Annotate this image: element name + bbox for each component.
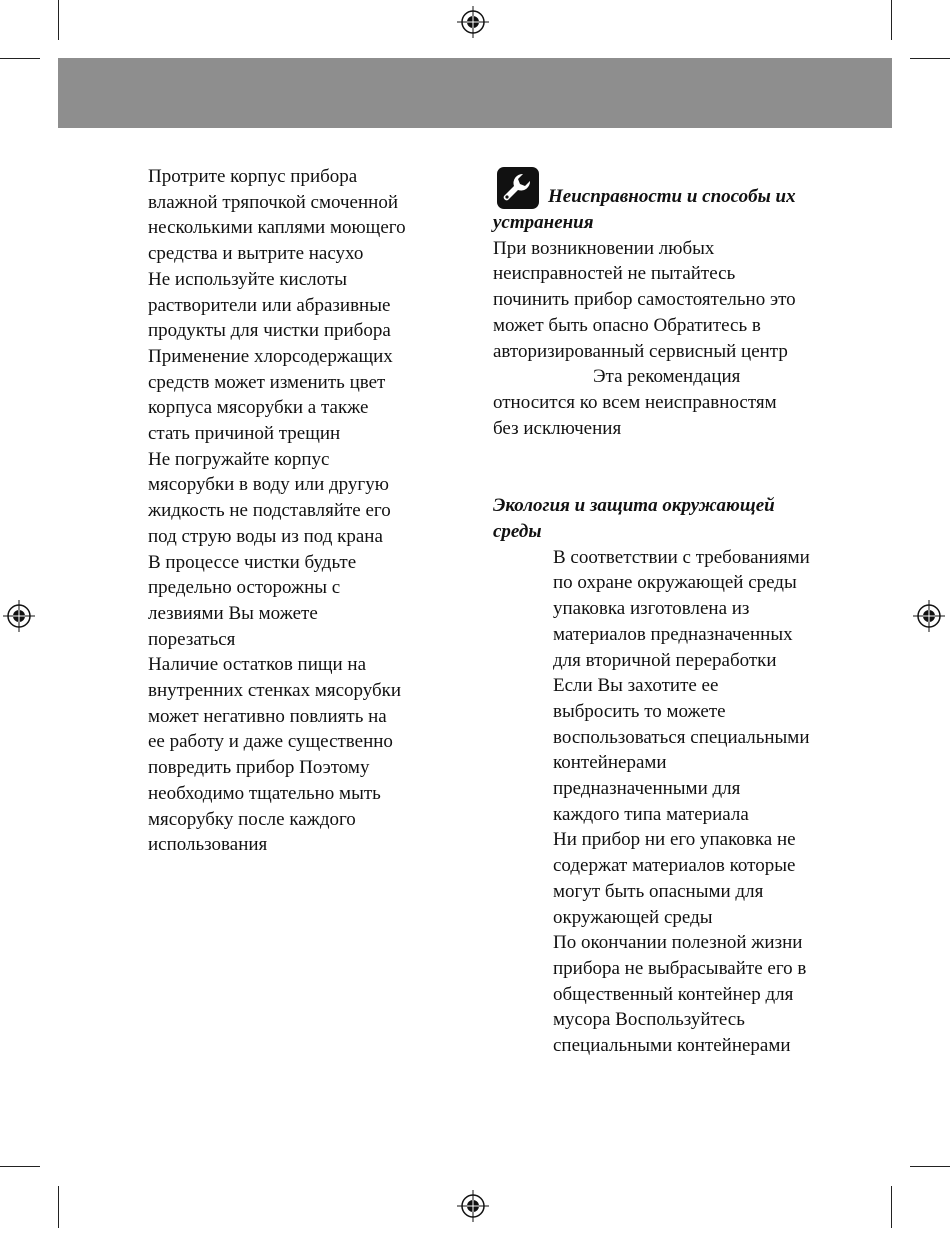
text-line: внутренних стенках мясорубки [148, 680, 402, 702]
registration-mark-bottom-icon [457, 1190, 489, 1222]
text-line: для вторичной переработки [553, 649, 777, 671]
crop-mark-top-left-v [58, 0, 59, 40]
text-line: По окончании полезной жизни [553, 932, 803, 954]
text-line: предельно осторожны с [148, 577, 341, 599]
text-line: Наличие остатков пищи на [148, 654, 367, 676]
text-line: упаковка изготовлена из [553, 598, 750, 620]
troubleshooting-section [493, 166, 868, 441]
cleaning-instructions [148, 164, 468, 858]
text-line: Применение хлорсодержащих [148, 345, 393, 367]
crop-mark-bottom-right-h [910, 1166, 950, 1167]
text-line: по охране окружающей среды [553, 572, 797, 594]
crop-mark-top-left-h [0, 58, 40, 59]
text-line: окружающей среды [553, 906, 713, 928]
text-line: предназначенными для [553, 778, 741, 800]
text-line: общественный контейнер для [553, 983, 794, 1005]
header-band [58, 58, 892, 128]
text-line: жидкость не подставляйте его [148, 500, 391, 522]
text-line: Не погружайте корпус [148, 448, 330, 470]
text-line: специальными контейнерами [553, 1035, 791, 1057]
text-line: относится ко всем неисправностям [493, 391, 777, 413]
text-line: починить прибор самостоятельно это [493, 289, 796, 311]
text-line: каждого типа материала [553, 803, 749, 825]
text-line: ее работу и даже существенно [148, 731, 393, 753]
text-line: содержат материалов которые [553, 855, 796, 877]
text-line: растворители или абразивные [148, 294, 391, 316]
text-line: средств может изменить цвет [148, 371, 386, 393]
text-line: контейнерами [553, 752, 667, 774]
troubleshooting-heading: Неисправности и способы их [548, 186, 796, 208]
crop-mark-bottom-left-v [58, 1186, 59, 1228]
text-line: лезвиями Вы можете [148, 602, 318, 624]
text-line: выбросить то можете [553, 700, 726, 722]
text-line: может негативно повлиять на [148, 705, 387, 727]
text-line: стать причиной трещин [148, 423, 341, 445]
text-line: необходимо тщательно мыть [148, 782, 381, 804]
text-line: В процессе чистки будьте [148, 551, 357, 573]
ecology-heading-cont: среды [493, 521, 542, 543]
troubleshooting-heading-row [493, 166, 868, 210]
text-line: В соответствии с требованиями [553, 546, 810, 568]
text-line: При возникновении любых [493, 237, 715, 259]
crop-mark-bottom-right-v [891, 1186, 892, 1228]
text-line: может быть опасно Обратитесь в [493, 314, 761, 336]
ecology-section [493, 493, 868, 1058]
text-line: продукты для чистки прибора [148, 320, 391, 342]
text-line: материалов предназначенных [553, 623, 793, 645]
text-line: средства и вытрите насухо [148, 243, 364, 265]
text-line: влажной тряпочкой смоченной [148, 191, 398, 213]
text-line: мясорубку после каждого [148, 808, 356, 830]
text-line: без исключения [493, 417, 622, 439]
text-line: Протрите корпус прибора [148, 166, 358, 187]
text-line: Если Вы захотите ее [553, 675, 719, 697]
crop-mark-top-right-h [910, 58, 950, 59]
text-line: порезаться [148, 628, 236, 650]
crop-mark-bottom-left-h [0, 1166, 40, 1167]
text-line: прибора не выбрасывайте его в [553, 957, 807, 979]
text-line: использования [148, 834, 268, 856]
crop-mark-top-right-v [891, 0, 892, 40]
ecology-heading: Экология и защита окружающей [493, 495, 775, 517]
recommendation-line: Эта рекомендация [593, 366, 741, 388]
ecology-body [493, 545, 868, 1059]
text-line: Не используйте кислоты [148, 268, 347, 290]
text-line: мусора Воспользуйтесь [553, 1009, 745, 1031]
text-line: под струю воды из под крана [148, 525, 383, 547]
text-line: могут быть опасными для [553, 880, 764, 902]
text-line: Ни прибор ни его упаковка не [553, 829, 796, 851]
text-line: неисправностей не пытайтесь [493, 263, 736, 285]
wrench-icon [496, 166, 540, 210]
troubleshooting-heading-cont: устранения [493, 212, 594, 233]
text-line: повредить прибор Поэтому [148, 757, 370, 779]
text-line: несколькими каплями моющего [148, 217, 406, 239]
registration-mark-left-icon [3, 600, 35, 632]
right-column [493, 164, 868, 1059]
registration-mark-right-icon [913, 600, 945, 632]
registration-mark-top-icon [457, 6, 489, 38]
text-line: корпуса мясорубки а также [148, 397, 369, 419]
text-line: авторизированный сервисный центр [493, 340, 788, 362]
text-line: мясорубки в воду или другую [148, 474, 389, 496]
text-line: воспользоваться специальными [553, 726, 810, 748]
